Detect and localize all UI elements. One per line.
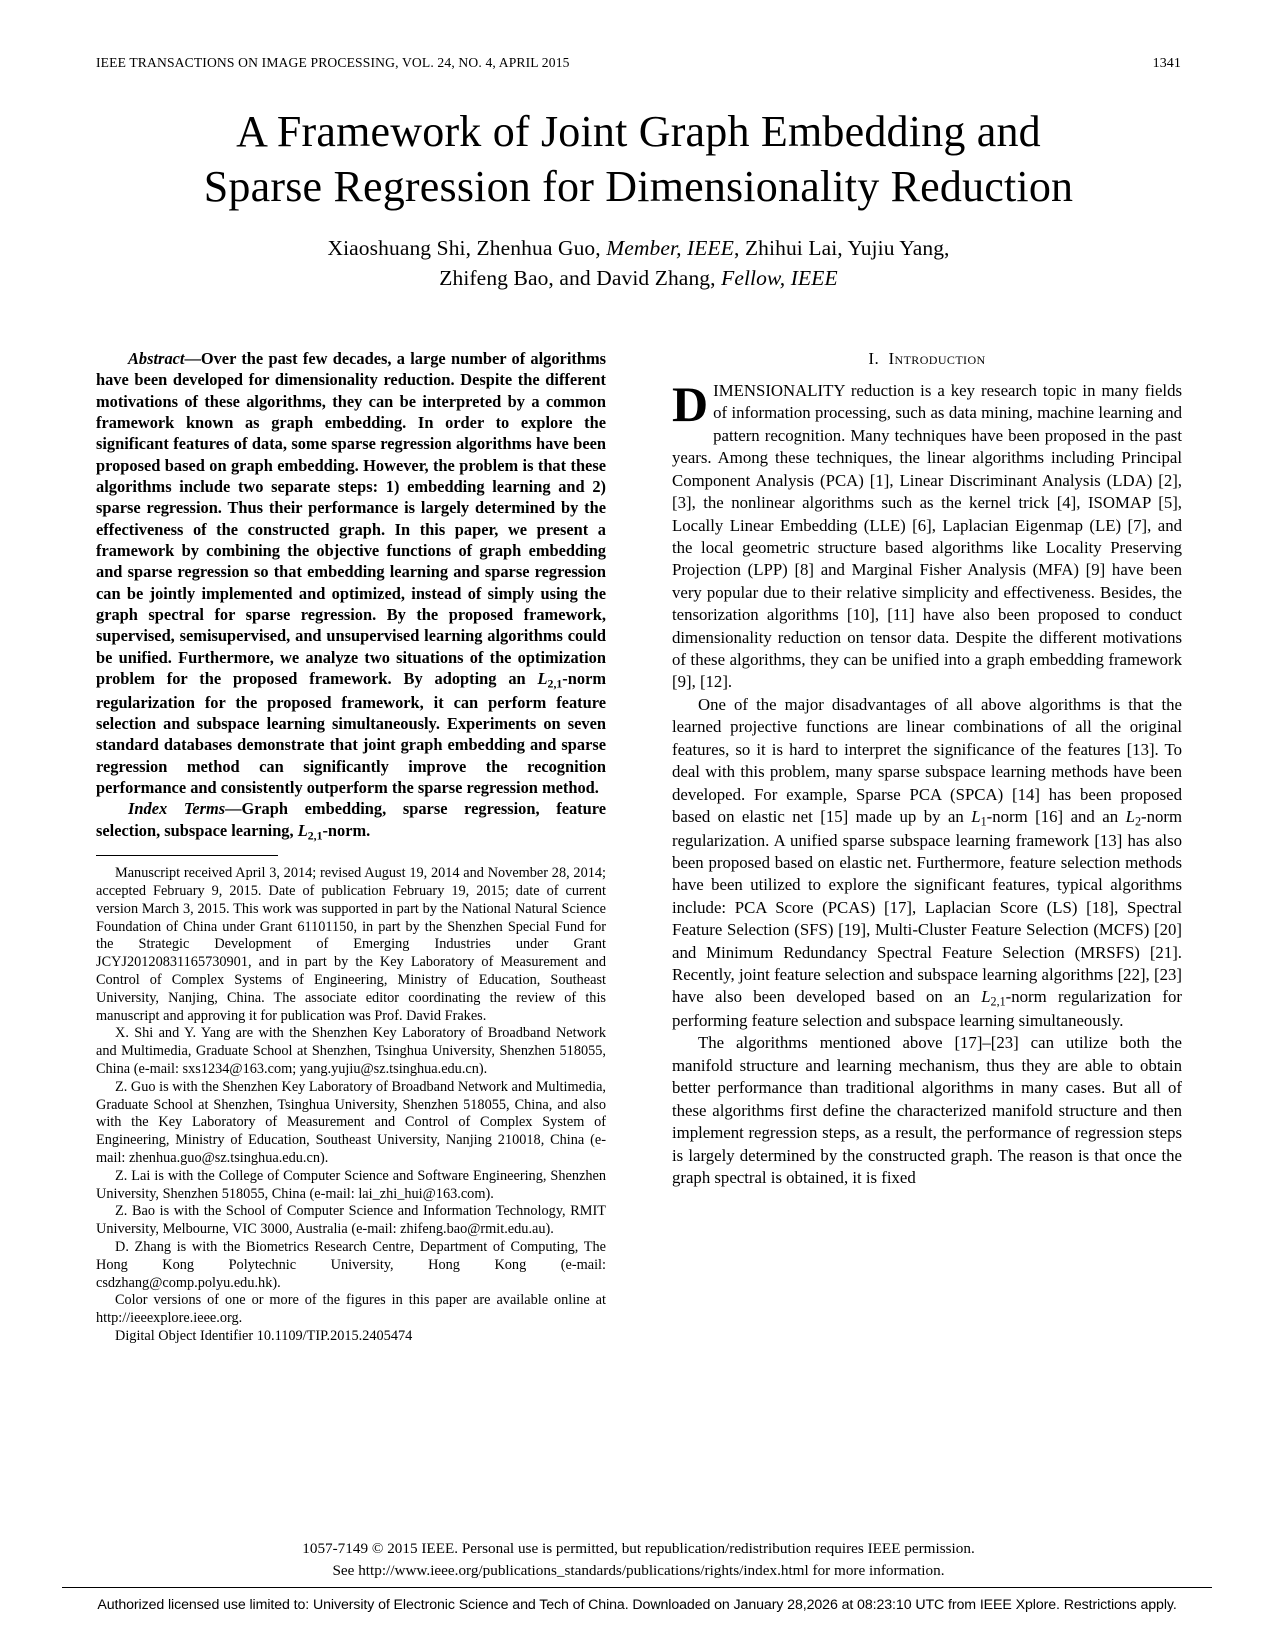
author-line-1 (96, 233, 1181, 264)
footnote-manuscript: Manuscript received April 3, 2014; revised August 19, 2014 and November 28, 2014; accepted February 9, 2015. Date of publication February 19, 2015; date of current version March 3, 2015. This work was supported in part by the National Natural Science Foundation of China under Grant 61101150, in part by the Shenzhen Special Fund for the Strategic Development of Emerging Industries under Grant JCYJ20120831165730901, and in part by the Key Laboratory of Measurement and Control of Complex Systems of Engineering, Ministry of Education, Southeast University, Nanjing, China. The associate editor coordinating the review of this manuscript and approving it for publication was Prof. David Frakes. (96, 865, 606, 1024)
footnote-block (96, 865, 606, 1346)
author-names-1: Xiaoshuang Shi, Zhenhua Guo, (327, 235, 607, 260)
section-heading-introduction (672, 348, 1182, 370)
intro-p2-b: -norm [16] and an (986, 807, 1126, 827)
intro-paragraph-3: The algorithms mentioned above [17]–[23] can utilize both the manifold structure and learning mechanism, thus they are able to obtain better performance than traditional algorithms in many cases. But all of these algorithms first define the characterized manifold structure and then implement regression steps, as a result, the performance of regression steps is largely determined by the constructed graph. The reason is that once the graph spectral is obtained, it is fixed (672, 1033, 1182, 1187)
author-list (96, 233, 1181, 294)
page-number: 1341 (1152, 56, 1181, 71)
l1-norm-symbol: L (971, 807, 981, 827)
intro-p2-a: One of the major disadvantages of all above algorithms is that the learned projective functions are linear combinations of all the original features, so it is hard to interpret the significance of the features [13]. To deal with this problem, many sparse subspace learning methods have been developed. For example, Sparse PCA (SPCA) [14] has been proposed based on elastic net [15] made up by an (672, 694, 1182, 827)
abstract-paragraph (96, 348, 606, 798)
author-membership-2: Fellow, IEEE (721, 266, 838, 291)
intro-paragraph-1-text: IMENSIONALITY reduction is a key research topic in many fields of information processing, such as data mining, machine learning and pattern recognition. Many techniques have been proposed in the past years. Among these techniques, the linear algorithms including Principal Component Analysis (PCA) [1], Linear Discriminant Analysis (LDA) [2], [3], the nonlinear algorithms such as the kernel trick [4], ISOMAP [5], Locally Linear Embedding (LLE) [6], Laplacian Eigenmap (LE) [7], and the local geometric structure based algorithms like Locality Preserving Projection (LPP) [8] and Marginal Fisher Analysis (MFA) [9] have been very popular due to their relative simplicity and effectiveness. Besides, the tensorization algorithms [10], [11] have also been proposed to conduct dimensionality reduction on tensor data. Despite the different motivations of these algorithms, they can be unified into a graph embedding framework [9], [12]. (672, 381, 1182, 692)
intro-p2-c: -norm regularization. A unified sparse subspace learning framework [13] has also been proposed based on elastic net. Furthermore, feature selection methods have been utilized to explore the significant features, typical algorithms include: PCA Score (PCAS) [17], Laplacian Score (LS) [18], Spectral Feature Selection (SFS) [19], Multi-Cluster Feature Selection (MCFS) [20] and Minimum Redundancy Spectral Feature Selection (MRSFS) [21]. Recently, joint feature selection and subspace learning algorithms [22], [23] have also been developed based on an (672, 807, 1182, 1007)
intro-p2-d: -norm regularization for performing feature selection and subspace learning simultaneously. (672, 987, 1182, 1030)
footnote-affiliation-lai: Z. Lai is with the College of Computer Science and Software Engineering, Shenzhen University, Shenzhen 518055, China (e-mail: lai_zhi_hui@163.com). (96, 1167, 606, 1202)
footnote-affiliation-guo: Z. Guo is with the Shenzhen Key Laboratory of Broadband Network and Multimedia, Graduate School at Shenzhen, Tsinghua University, Shenzhen 518055, China, and also with the Key Laboratory of Measurement and Control of Complex System of Engineering, Ministry of Education, Southeast University, Nanjing 210018, China (e-mail: zhenhua.guo@sz.tsinghua.edu.cn). (96, 1078, 606, 1166)
author-names-2: Zhifeng Bao, and David Zhang, (439, 266, 722, 291)
copyright-line-1: 1057-7149 © 2015 IEEE. Personal use is permitted, but republication/redistribution requires IEEE permission. (302, 1540, 975, 1557)
running-head (96, 55, 1181, 72)
l2-norm-subscript: 2 (1134, 814, 1141, 829)
intro-paragraph-1 (672, 376, 1182, 694)
abstract-text-2: -norm regularization for the proposed framework, it can perform feature selection and subspace learning simultaneously. Experiments on seven standard databases demonstrate that joint graph embedding and sparse regression method can significantly improve the recognition performance and consistently outperform the sparse regression method. (96, 668, 606, 797)
footnote-doi: Digital Object Identifier 10.1109/TIP.2015.2405474 (115, 1327, 413, 1344)
abstract-label: Abstract (128, 349, 185, 368)
copyright-line-2: See http://www.ieee.org/publications_standards/publications/rights/index.html for more information. (332, 1561, 945, 1579)
index-terms-norm-symbol: L (297, 820, 308, 840)
section-numeral: I. (868, 349, 880, 368)
author-line-2 (96, 263, 1181, 294)
l21-norm-subscript: 2,1 (990, 994, 1006, 1009)
drop-cap: D (672, 376, 709, 432)
footer-divider (62, 1587, 1212, 1588)
index-terms-norm-subscript: 2,1 (307, 827, 323, 842)
index-terms-paragraph (96, 798, 606, 843)
title-line-1: A Framework of Joint Graph Embedding and (236, 107, 1041, 156)
l2-norm-symbol: L (1125, 807, 1135, 827)
section-title: Introduction (888, 349, 986, 368)
author-membership-1: Member, IEEE (606, 235, 734, 260)
abstract-norm-symbol: L (537, 668, 548, 688)
right-column (672, 348, 1182, 1189)
intro-paragraph-2 (672, 694, 1182, 1033)
abstract-text-1: Over the past few decades, a large number of algorithms have been developed for dimensionality reduction. Despite the different motivations of these algorithms, they can be interpreted by a common framework known as graph embedding. In order to explore the significant features of data, some sparse regression algorithms have been proposed based on graph embedding. However, the problem is that these algorithms include two separate steps: 1) embedding learning and 2) sparse regression. Thus their performance is largely determined by the effectiveness of the constructed graph. In this paper, we present a framework by combining the objective functions of graph embedding and sparse regression so that embedding learning and sparse regression can be jointly implemented and optimized, instead of simply using the graph spectral for sparse regression. By the proposed framework, supervised, semisupervised, and unsupervised learning algorithms could be unified. Furthermore, we analyze two situations of the optimization problem for the proposed framework. By adopting an (96, 349, 606, 688)
index-terms-label: Index Terms (128, 799, 226, 819)
footnote-affiliation-bao: Z. Bao is with the School of Computer Science and Information Technology, RMIT University, Melbourne, VIC 3000, Australia (e-mail: zhifeng.bao@rmit.edu.au). (96, 1203, 606, 1238)
l21-norm-symbol: L (981, 987, 991, 1007)
index-terms-text-2: -norm. (322, 820, 371, 840)
footnote-affiliation-shi-yang: X. Shi and Y. Yang are with the Shenzhen Key Laboratory of Broadband Network and Multimedia, Graduate School at Shenzhen, Tsinghua University, Shenzhen 518055, China (e-mail: sxs1234@163.com; yang.yujiu@sz.tsinghua.edu.cn). (96, 1025, 606, 1077)
journal-reference: IEEE TRANSACTIONS ON IMAGE PROCESSING, VOL. 24, NO. 4, APRIL 2015 (96, 55, 570, 70)
page-title (96, 104, 1181, 215)
abstract-norm-subscript: 2,1 (547, 676, 563, 691)
author-names-1b: , Zhihui Lai, Yujiu Yang, (734, 235, 950, 260)
footnote-divider (96, 855, 278, 856)
index-terms-dash: — (225, 799, 242, 819)
index-terms-text-1: Graph embedding, sparse regression, feature selection, subspace learning, (96, 799, 607, 840)
download-notice: Authorized licensed use limited to: University of Electronic Science and Tech of China. Downloaded on January 28,2026 at 08:23:10 UTC from IEEE Xplore. Restrictions apply. (97, 1597, 1177, 1613)
footnote-affiliation-zhang: D. Zhang is with the Biometrics Research Centre, Department of Computing, The Hong Kong Polytechnic University, Hong Kong (e-mail: csdzhang@comp.polyu.edu.hk). (96, 1238, 606, 1291)
title-block (96, 104, 1181, 294)
footnote-color-versions: Color versions of one or more of the figures in this paper are available online at http://ieeexplore.ieee.org. (96, 1292, 606, 1327)
copyright-notice (96, 1538, 1181, 1581)
abstract-dash: — (184, 349, 201, 368)
title-line-2: Sparse Regression for Dimensionality Reduction (203, 162, 1074, 212)
left-column (96, 348, 606, 1346)
l1-norm-subscript: 1 (980, 814, 987, 829)
